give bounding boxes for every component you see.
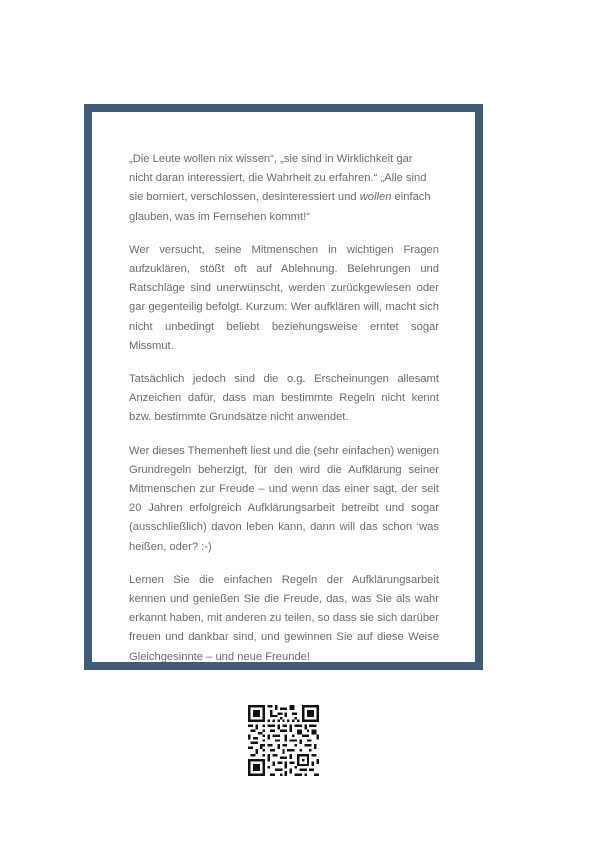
quote-text-end: einfach glauben, was im Fernsehen kommt!“ [129,191,431,223]
paragraph-cause: Tatsächlich jedoch sind die o.g. Erscheinungen allesamt Anzeichen dafür, dass man bestimmte Regeln nicht kennt bzw. bestimmte Grundsätze nicht anwendet. [129,373,439,424]
paragraph-quotes [129,150,439,227]
qr-code-icon [248,705,319,776]
paragraph-problem: Wer versucht, seine Mitmenschen in wichtigen Fragen aufzuklären, stößt oft auf Ablehnung. Belehrungen und Ratschläge sind unerwünscht, werden zurückgewiesen oder gar gegenteilig befolgt. Kurzum: Wer aufklären will, macht sich nicht unbedingt beliebt beziehungsweise erntet sogar Missmut. [129,243,439,352]
paragraph-promise: Wer dieses Themenheft liest und die (sehr einfachen) wenigen Grundregeln beherzigt, für den wird die Aufklärung seiner Mitmenschen zur Freude – und wenn das einer sagt, der seit 20 Jahren erfolgreich Aufklärungsarbeit betreibt und sogar (ausschließlich) davon leben kann, dann will das schon ‘was heißen, oder? :-) [129,444,439,553]
quote-emphasis: wollen [359,191,392,204]
blurb-text [129,150,439,681]
paragraph-call-to-action: Lernen Sie die einfachen Regeln der Aufklärungsarbeit kennen und genießen Sie die Freude, das, was Sie als wahr erkannt haben, mit anderen zu teilen, so dass sie sich darüber freuen und dankbar sind, und gewinnen Sie auf diese Weise Gleichgesinnte – und neue Freunde! [129,573,439,663]
blurb-frame [84,104,483,670]
quote-text-start: „Die Leute wollen nix wissen“, „sie sind in Wirklichkeit gar nicht daran interessiert, die Wahrheit zu erfahren.“ „Alle sind sie borniert, verschlossen, desinteressiert und [129,153,427,204]
